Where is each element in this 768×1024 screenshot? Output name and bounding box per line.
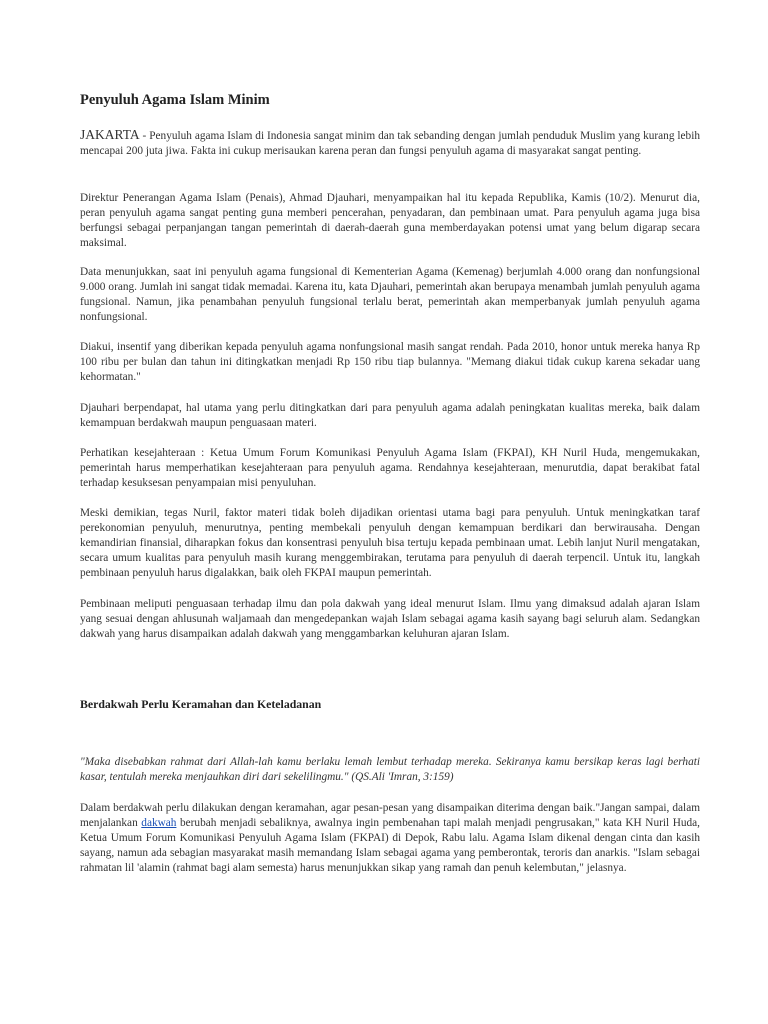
section-subheading: Berdakwah Perlu Keramahan dan Keteladanan [80,697,322,711]
paragraph-9-after: berubah menjadi sebaliknya, awalnya ingin pembenahan tapi malah menjadi pengrusakan," kata KH Nuril Huda, Ketua Umum Forum Komunikasi Penyuluh Agama Islam (FKPAI) di Depok, Rabu lalu. Agama Islam dikenal dengan cinta dan kasih sayang, namun ada sebagian masyarakat masih memandang Islam sebagai agama yang pemberontak, teroris dan anarkis. "Islam sebagai rahmatan lil 'alamin (rahmat bagi alam semesta) harus menunjukkan sikap yang ramah dan penuh kelembutan," jelasnya. [80,817,700,874]
paragraph-9 [80,801,700,876]
paragraph-2: Direktur Penerangan Agama Islam (Penais), Ahmad Djauhari, menyampaikan hal itu kepada Republika, Kamis (10/2). Menurut dia, peran penyuluh agama sangat penting guna memberi pencerahan, penyadaran, dan pembinaan umat. Para penyuluh agama juga bisa berfungsi sebagai perpanjangan tangan pemerintah di daerah-daerah guna memberdayakan potensi umat yang belum digarap secara maksimal. [80,192,700,249]
quran-quote: "Maka disebabkan rahmat dari Allah-lah kamu berlaku lemah lembut terhadap mereka. Sekiranya kamu bersikap keras lagi berhati kasar, tentulah mereka menjauhkan diri dari sekelilingmu." (QS.Ali 'Imran, 3:159) [80,756,700,783]
paragraph-9-before: Dalam berdakwah perlu dilakukan dengan keramahan, agar pesan-pesan yang disampaikan diterima dengan baik."Jangan sampai, dalam menjalankan [80,802,700,829]
paragraph-4: Diakui, insentif yang diberikan kepada penyuluh agama nonfungsional masih sangat rendah. Pada 2010, honor untuk mereka hanya Rp 100 ribu per bulan dan tahun ini ditingkatkan menjadi Rp 150 ribu tiap bulannya. "Memang diakui tidak cukup karena sekadar uang kehormatan." [80,341,700,383]
paragraph-6: Perhatikan kesejahteraan : Ketua Umum Forum Komunikasi Penyuluh Agama Islam (FKPAI), KH Nuril Huda, mengemukakan, pemerintah harus memperhatikan kesejahteraan para penyuluh agama. Rendahnya kesejahteraan, menurutdia, dapat berakibat fatal terhadap kesuksesan penyampaian misi penyuluhan. [80,447,700,489]
article-title: Penyuluh Agama Islam Minim [80,92,270,108]
paragraph-3: Data menunjukkan, saat ini penyuluh agama fungsional di Kementerian Agama (Kemenag) berjumlah 4.000 orang dan nonfungsional 9.000 orang. Jumlah ini sangat tidak memadai. Karena itu, kata Djauhari, pemerintah akan berupaya menambah jumlah penyuluh agama fungsional. Namun, jika penambahan penyuluh fungsional terlalu berat, pemerintah akan memperbanyak jumlah penyuluh agama nonfungsional. [80,266,700,323]
paragraph-8: Pembinaan meliputi penguasaan terhadap ilmu dan pola dakwah yang ideal menurut Islam. Ilmu yang dimaksud adalah ajaran Islam yang sesuai dengan ahlusunah waljamaah dan mengedepankan wajah Islam sebagai agama kasih sayang bagi seluruh alam. Sedangkan dakwah yang harus disampaikan adalah dakwah yang menggambarkan keluhuran ajaran Islam. [80,598,700,640]
paragraph-7: Meski demikian, tegas Nuril, faktor materi tidak boleh dijadikan orientasi utama bagi para penyuluh. Untuk meningkatkan taraf perekonomian penyuluh, menurutnya, penting membekali penyuluh dengan kemampuan berdikari dan berwirausaha. Dengan kemandirian finansial, diharapkan fokus dan konsentrasi penyuluh bisa tertuju kepada pembinaan umat. Lebih lanjut Nuril mengatakan, secara umum kualitas para penyuluh masih kurang menggembirakan, terutama para penyuluh di daerah terpencil. Untuk itu, langkah pembinaan penyuluh harus digalakkan, baik oleh FKPAI maupun pemerintah. [80,507,700,579]
paragraph-1-text: - Penyuluh agama Islam di Indonesia sangat minim dan tak sebanding dengan jumlah penduduk Muslim yang kurang lebih mencapai 200 juta jiwa. Fakta ini cukup merisaukan karena peran dan fungsi penyuluh agama di masyarakat sangat penting. [80,130,700,157]
paragraph-5: Djauhari berpendapat, hal utama yang perlu ditingkatkan dari para penyuluh agama adalah peningkatan kualitas mereka, baik dalam kemampuan berdakwah maupun penguasaan materi. [80,402,700,429]
dateline: JAKARTA [80,127,140,142]
paragraph-1 [80,127,700,159]
dakwah-link[interactable]: dakwah [141,817,177,829]
